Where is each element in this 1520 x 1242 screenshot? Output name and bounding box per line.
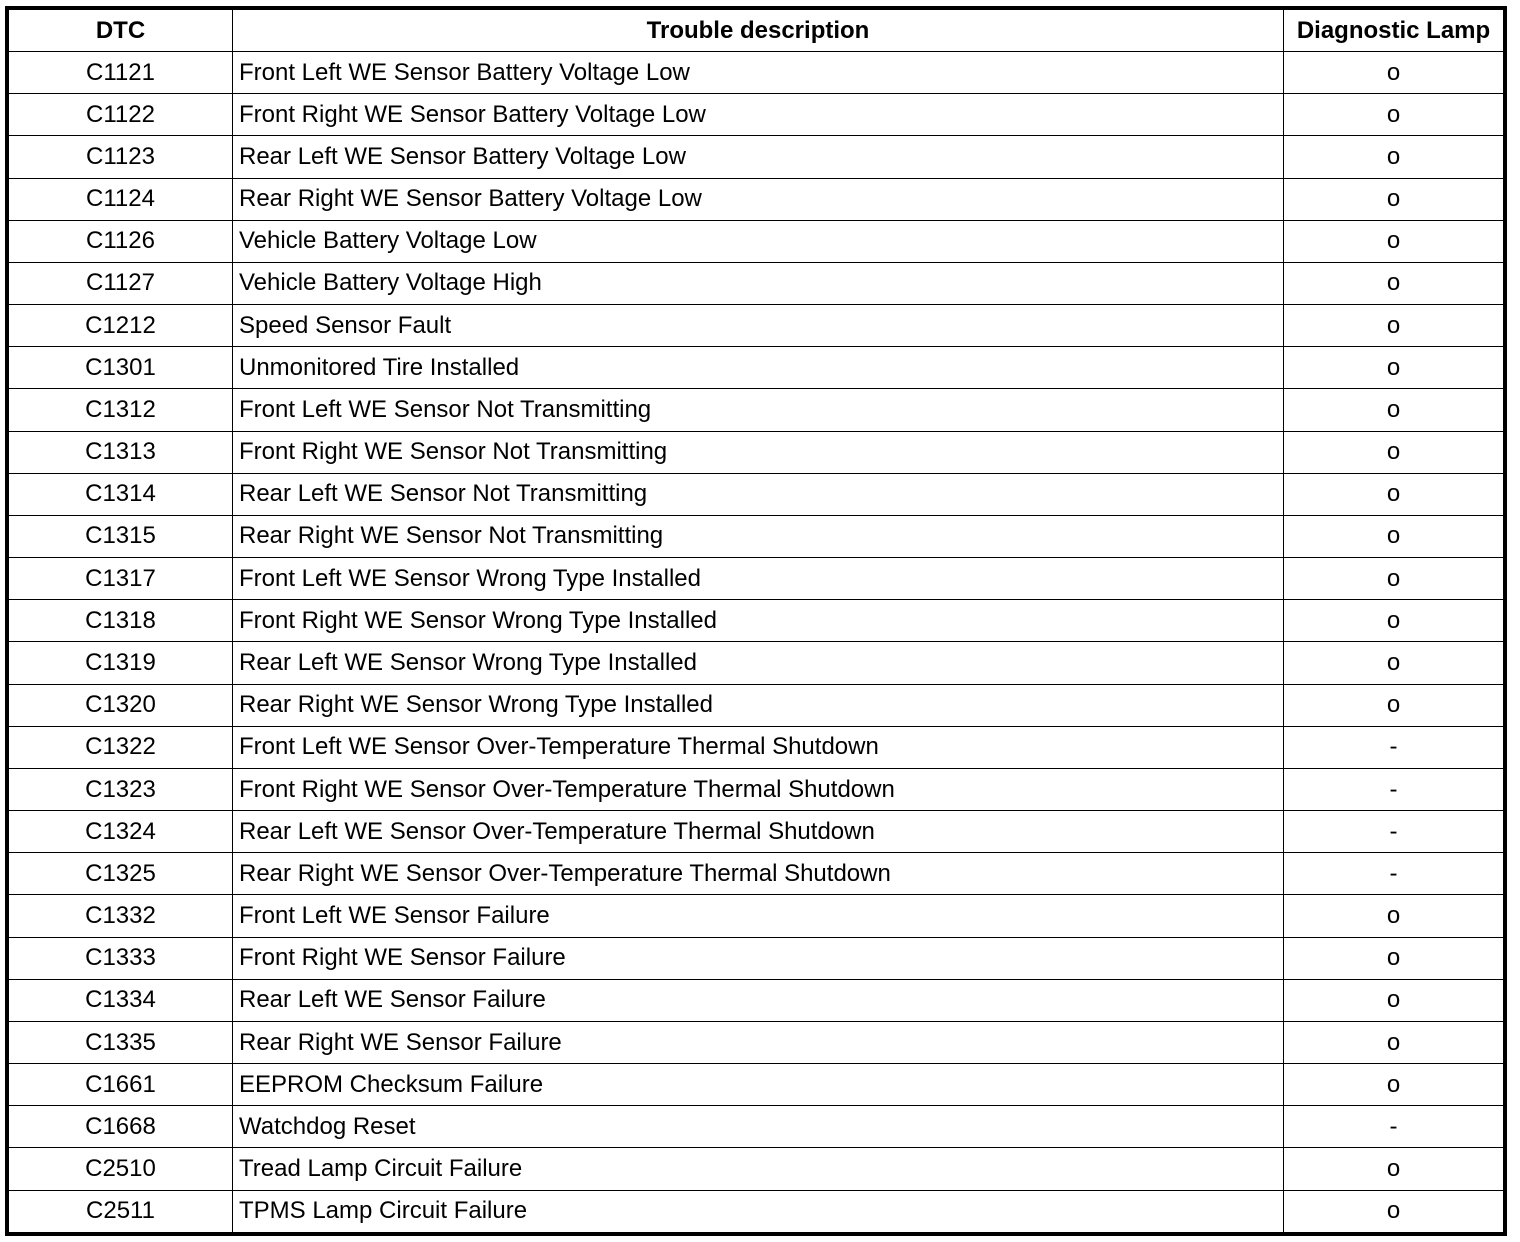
dtc-code-cell: C1317 bbox=[9, 558, 233, 600]
dtc-code-cell: C2510 bbox=[9, 1148, 233, 1190]
dtc-code-cell: C1322 bbox=[9, 726, 233, 768]
table-row bbox=[9, 431, 1504, 473]
table-row bbox=[9, 389, 1504, 431]
column-header-dtc: DTC bbox=[9, 10, 233, 52]
diagnostic-lamp-cell: o bbox=[1284, 558, 1504, 600]
table-row bbox=[9, 600, 1504, 642]
dtc-code-cell: C1315 bbox=[9, 515, 233, 557]
trouble-description-cell: Front Left WE Sensor Battery Voltage Low bbox=[233, 52, 1284, 94]
diagnostic-lamp-cell: - bbox=[1284, 853, 1504, 895]
trouble-description-cell: Watchdog Reset bbox=[233, 1106, 1284, 1148]
dtc-code-cell: C2511 bbox=[9, 1190, 233, 1232]
trouble-description-cell: Front Left WE Sensor Over-Temperature Thermal Shutdown bbox=[233, 726, 1284, 768]
dtc-code-cell: C1319 bbox=[9, 642, 233, 684]
trouble-description-cell: Front Left WE Sensor Wrong Type Installed bbox=[233, 558, 1284, 600]
trouble-description-cell: Rear Left WE Sensor Not Transmitting bbox=[233, 473, 1284, 515]
dtc-code-cell: C1323 bbox=[9, 768, 233, 810]
diagnostic-lamp-cell: o bbox=[1284, 389, 1504, 431]
dtc-code-cell: C1301 bbox=[9, 347, 233, 389]
dtc-code-cell: C1668 bbox=[9, 1106, 233, 1148]
diagnostic-lamp-cell: - bbox=[1284, 1106, 1504, 1148]
diagnostic-lamp-cell: o bbox=[1284, 1148, 1504, 1190]
table-row bbox=[9, 262, 1504, 304]
dtc-code-cell: C1661 bbox=[9, 1064, 233, 1106]
dtc-code-cell: C1332 bbox=[9, 895, 233, 937]
diagnostic-lamp-cell: o bbox=[1284, 347, 1504, 389]
table-body bbox=[9, 52, 1504, 1233]
table-row bbox=[9, 136, 1504, 178]
trouble-description-cell: Speed Sensor Fault bbox=[233, 305, 1284, 347]
dtc-code-cell: C1212 bbox=[9, 305, 233, 347]
table-row bbox=[9, 515, 1504, 557]
table-row bbox=[9, 1106, 1504, 1148]
diagnostic-lamp-cell: o bbox=[1284, 642, 1504, 684]
column-header-description: Trouble description bbox=[233, 10, 1284, 52]
table-row bbox=[9, 853, 1504, 895]
trouble-description-cell: Front Left WE Sensor Failure bbox=[233, 895, 1284, 937]
dtc-code-cell: C1123 bbox=[9, 136, 233, 178]
trouble-description-cell: Front Right WE Sensor Battery Voltage Low bbox=[233, 94, 1284, 136]
table-row bbox=[9, 726, 1504, 768]
column-header-diagnostic-lamp: Diagnostic Lamp bbox=[1284, 10, 1504, 52]
diagnostic-lamp-cell: - bbox=[1284, 726, 1504, 768]
diagnostic-lamp-cell: o bbox=[1284, 895, 1504, 937]
table-row bbox=[9, 347, 1504, 389]
diagnostic-lamp-cell: o bbox=[1284, 220, 1504, 262]
dtc-code-cell: C1127 bbox=[9, 262, 233, 304]
trouble-description-cell: Rear Right WE Sensor Failure bbox=[233, 1021, 1284, 1063]
diagnostic-lamp-cell: o bbox=[1284, 178, 1504, 220]
trouble-description-cell: TPMS Lamp Circuit Failure bbox=[233, 1190, 1284, 1232]
table-row bbox=[9, 305, 1504, 347]
trouble-description-cell: Unmonitored Tire Installed bbox=[233, 347, 1284, 389]
dtc-code-cell: C1314 bbox=[9, 473, 233, 515]
diagnostic-lamp-cell: o bbox=[1284, 600, 1504, 642]
diagnostic-lamp-cell: o bbox=[1284, 1021, 1504, 1063]
diagnostic-lamp-cell: o bbox=[1284, 684, 1504, 726]
table-row bbox=[9, 979, 1504, 1021]
dtc-code-cell: C1325 bbox=[9, 853, 233, 895]
trouble-description-cell: Rear Right WE Sensor Over-Temperature Thermal Shutdown bbox=[233, 853, 1284, 895]
table-row bbox=[9, 94, 1504, 136]
trouble-description-cell: Front Right WE Sensor Failure bbox=[233, 937, 1284, 979]
diagnostic-lamp-cell: o bbox=[1284, 979, 1504, 1021]
diagnostic-lamp-cell: o bbox=[1284, 305, 1504, 347]
dtc-code-cell: C1122 bbox=[9, 94, 233, 136]
table-row bbox=[9, 684, 1504, 726]
dtc-code-cell: C1313 bbox=[9, 431, 233, 473]
trouble-description-cell: Rear Left WE Sensor Battery Voltage Low bbox=[233, 136, 1284, 178]
table-row bbox=[9, 1064, 1504, 1106]
table-row bbox=[9, 1190, 1504, 1232]
trouble-description-cell: Front Right WE Sensor Not Transmitting bbox=[233, 431, 1284, 473]
trouble-description-cell: Vehicle Battery Voltage Low bbox=[233, 220, 1284, 262]
diagnostic-lamp-cell: o bbox=[1284, 52, 1504, 94]
trouble-description-cell: Rear Right WE Sensor Battery Voltage Low bbox=[233, 178, 1284, 220]
trouble-description-cell: Rear Left WE Sensor Over-Temperature Thermal Shutdown bbox=[233, 811, 1284, 853]
table-row bbox=[9, 52, 1504, 94]
table-row bbox=[9, 178, 1504, 220]
diagnostic-lamp-cell: o bbox=[1284, 937, 1504, 979]
diagnostic-lamp-cell: o bbox=[1284, 136, 1504, 178]
trouble-description-cell: Rear Right WE Sensor Not Transmitting bbox=[233, 515, 1284, 557]
table-row bbox=[9, 1021, 1504, 1063]
table-row bbox=[9, 558, 1504, 600]
trouble-description-cell: Vehicle Battery Voltage High bbox=[233, 262, 1284, 304]
dtc-code-cell: C1320 bbox=[9, 684, 233, 726]
dtc-code-cell: C1126 bbox=[9, 220, 233, 262]
table-row bbox=[9, 220, 1504, 262]
trouble-description-cell: Front Left WE Sensor Not Transmitting bbox=[233, 389, 1284, 431]
diagnostic-lamp-cell: o bbox=[1284, 431, 1504, 473]
diagnostic-lamp-cell: - bbox=[1284, 811, 1504, 853]
dtc-code-cell: C1333 bbox=[9, 937, 233, 979]
dtc-code-cell: C1318 bbox=[9, 600, 233, 642]
dtc-code-cell: C1334 bbox=[9, 979, 233, 1021]
trouble-description-cell: Rear Left WE Sensor Wrong Type Installed bbox=[233, 642, 1284, 684]
diagnostic-lamp-cell: o bbox=[1284, 1190, 1504, 1232]
diagnostic-lamp-cell: - bbox=[1284, 768, 1504, 810]
diagnostic-lamp-cell: o bbox=[1284, 473, 1504, 515]
dtc-table-frame bbox=[5, 6, 1507, 1236]
trouble-description-cell: Front Right WE Sensor Over-Temperature Thermal Shutdown bbox=[233, 768, 1284, 810]
table-row bbox=[9, 768, 1504, 810]
dtc-code-cell: C1124 bbox=[9, 178, 233, 220]
trouble-description-cell: Front Right WE Sensor Wrong Type Installed bbox=[233, 600, 1284, 642]
trouble-description-cell: Rear Left WE Sensor Failure bbox=[233, 979, 1284, 1021]
table-row bbox=[9, 473, 1504, 515]
dtc-code-cell: C1121 bbox=[9, 52, 233, 94]
dtc-code-cell: C1335 bbox=[9, 1021, 233, 1063]
table-row bbox=[9, 811, 1504, 853]
dtc-code-cell: C1324 bbox=[9, 811, 233, 853]
table-row bbox=[9, 895, 1504, 937]
trouble-description-cell: Rear Right WE Sensor Wrong Type Installed bbox=[233, 684, 1284, 726]
table-row bbox=[9, 1148, 1504, 1190]
diagnostic-lamp-cell: o bbox=[1284, 515, 1504, 557]
diagnostic-lamp-cell: o bbox=[1284, 1064, 1504, 1106]
table-row bbox=[9, 937, 1504, 979]
trouble-description-cell: Tread Lamp Circuit Failure bbox=[233, 1148, 1284, 1190]
dtc-table bbox=[8, 9, 1504, 1233]
table-header-row bbox=[9, 10, 1504, 52]
trouble-description-cell: EEPROM Checksum Failure bbox=[233, 1064, 1284, 1106]
table-row bbox=[9, 642, 1504, 684]
dtc-code-cell: C1312 bbox=[9, 389, 233, 431]
diagnostic-lamp-cell: o bbox=[1284, 262, 1504, 304]
diagnostic-lamp-cell: o bbox=[1284, 94, 1504, 136]
